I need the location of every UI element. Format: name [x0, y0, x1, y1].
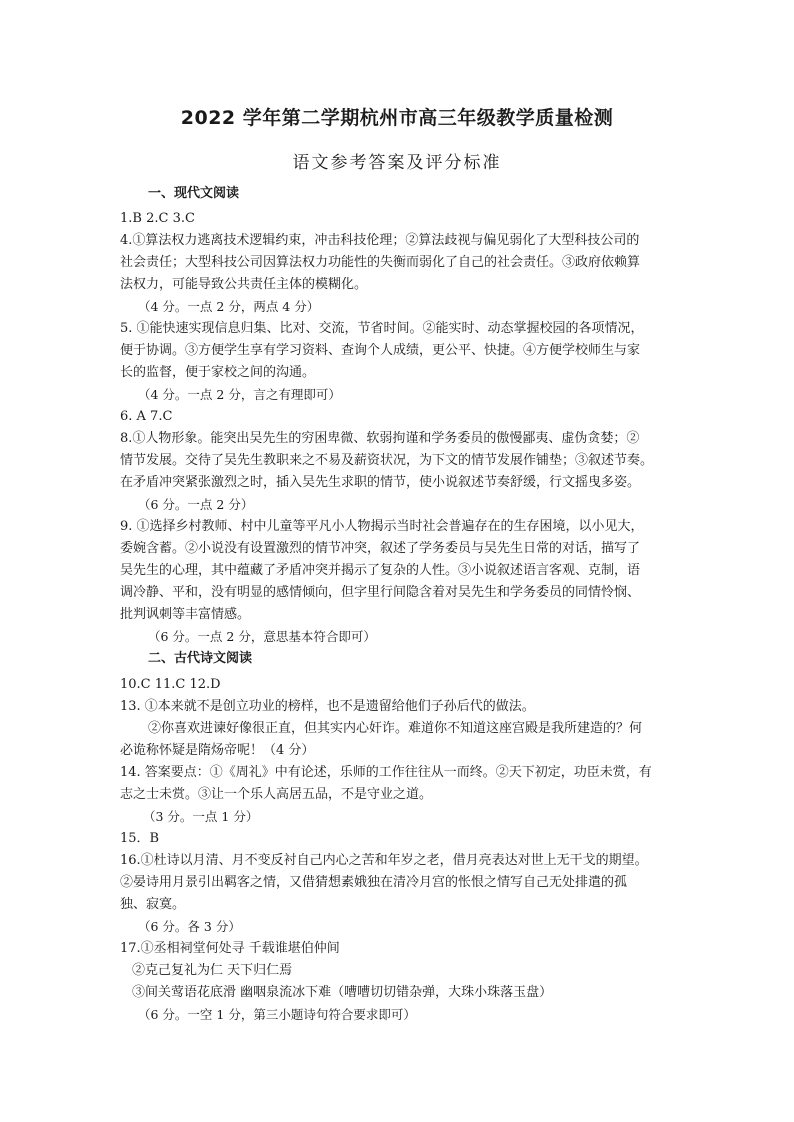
- section-heading-modern-reading: 一、现代文阅读: [148, 186, 240, 201]
- scoring-note: （4 分。一点 2 分，两点 4 分）: [138, 299, 320, 314]
- answer-line: 1.B 2.C 3.C: [120, 211, 195, 226]
- scoring-note: （6 分。一空 1 分，第三小题诗句符合要求即可）: [138, 1007, 416, 1022]
- answer-line: 6. A 7.C: [120, 409, 173, 424]
- page-title: 2022 学年第二学期杭州市高三年级教学质量检测: [180, 107, 614, 129]
- answer-line: 9. ①选择乡村教师、村中儿童等平凡小人物揭示当时社会普遍存在的生存困境，以小见大，: [120, 519, 644, 534]
- scoring-note: （6 分。一点 2 分）: [138, 497, 254, 512]
- answer-line: 志之士未赏。③让一个乐人高居五品，不是守业之道。: [120, 787, 433, 802]
- answer-line: 必诡称怀疑是隋炀帝呢！（4 分）: [120, 743, 315, 758]
- answer-line: 13. ①本来就不是创立功业的榜样，也不是遗留给他们子孙后代的做法。: [120, 699, 535, 714]
- answer-line: 长的监督，便于家校之间的沟通。: [120, 365, 316, 380]
- answer-line: 17.①丞相祠堂何处寻 千载谁堪伯仲间: [120, 941, 340, 956]
- answer-line: 情节发展。交待了吴先生教职来之不易及薪资状况，为下文的情节发展作铺垫；③叙述节奏。: [120, 453, 654, 468]
- answer-line: ②你喜欢进谏好像很正直，但其实内心奸诈。难道你不知道这座宫殿是我所建造的？何: [148, 721, 643, 736]
- answer-line: 在矛盾冲突紧张激烈之时，插入吴先生求职的情节，使小说叙述节奏舒缓，行文摇曳多姿。: [120, 475, 641, 490]
- answer-line: ③间关莺语花底滑 幽咽泉流冰下难（嘈嘈切切错杂弹，大珠小珠落玉盘）: [132, 985, 553, 1000]
- answer-line: 社会责任；大型科技公司因算法权力功能性的失衡而弱化了自己的社会责任。③政府依赖算: [120, 255, 641, 270]
- scoring-note: （4 分。一点 2 分，言之有理即可）: [138, 387, 341, 402]
- answer-line: 便于协调。③方便学生享有学习资料、查询个人成绩，更公平、快捷。④方便学校师生与家: [120, 343, 641, 358]
- answer-line: 调冷静、平和，没有明显的感情倾向，但字里行间隐含着对吴先生和学务委员的同情怜悯、: [120, 585, 641, 600]
- answer-line: 批判讽刺等丰富情感。: [120, 607, 251, 622]
- answer-line: 8.①人物形象。能突出吴先生的穷困卑微、软弱拘谨和学务委员的傲慢鄙夷、虚伪贪婪；②: [120, 431, 640, 446]
- answer-line: ②克己复礼为仁 天下归仁焉: [132, 963, 293, 978]
- answer-line: 吴先生的心理，其中蕴藏了矛盾冲突并揭示了复杂的人性。③小说叙述语言客观、克制，语: [120, 563, 641, 578]
- section-heading-classical-reading: 二、古代诗文阅读: [148, 651, 253, 666]
- answer-line: 15．B: [120, 831, 160, 846]
- answer-line: 14. 答案要点：①《周礼》中有论述，乐师的工作往往从一而终。②天下初定，功臣未赏，有: [120, 765, 652, 780]
- answer-line: 5. ①能快速实现信息归集、比对、交流，节省时间。②能实时、动态掌握校园的各项情况，: [120, 321, 644, 336]
- answer-line: ②晏诗用月景引出羁客之情，又借猜想素娥独在清冷月宫的怅恨之情写自己无处排遣的孤: [120, 875, 628, 890]
- answer-line: 10.C 11.C 12.D: [120, 677, 221, 692]
- scoring-note: （6 分。各 3 分）: [138, 919, 241, 934]
- scoring-note: （3 分。一点 1 分）: [143, 809, 259, 824]
- answer-line: 4.①算法权力逃离技术逻辑约束，冲击科技伦理；②算法歧视与偏见弱化了大型科技公司的: [120, 233, 640, 248]
- scoring-note: （6 分。一点 2 分，意思基本符合即可）: [148, 629, 376, 644]
- answer-line: 16.①杜诗以月清、月不变反衬自己内心之苦和年岁之老，借月亮表达对世上无干戈的期望。: [120, 853, 648, 868]
- answer-line: 法权力，可能导致公共责任主体的模糊化。: [120, 277, 368, 292]
- answer-line: 委婉含蓄。②小说没有设置激烈的情节冲突，叙述了学务委员与吴先生日常的对话，描写了: [120, 541, 641, 556]
- page-subtitle: 语文参考答案及评分标准: [292, 153, 502, 173]
- answer-line: 独、寂寞。: [120, 897, 186, 912]
